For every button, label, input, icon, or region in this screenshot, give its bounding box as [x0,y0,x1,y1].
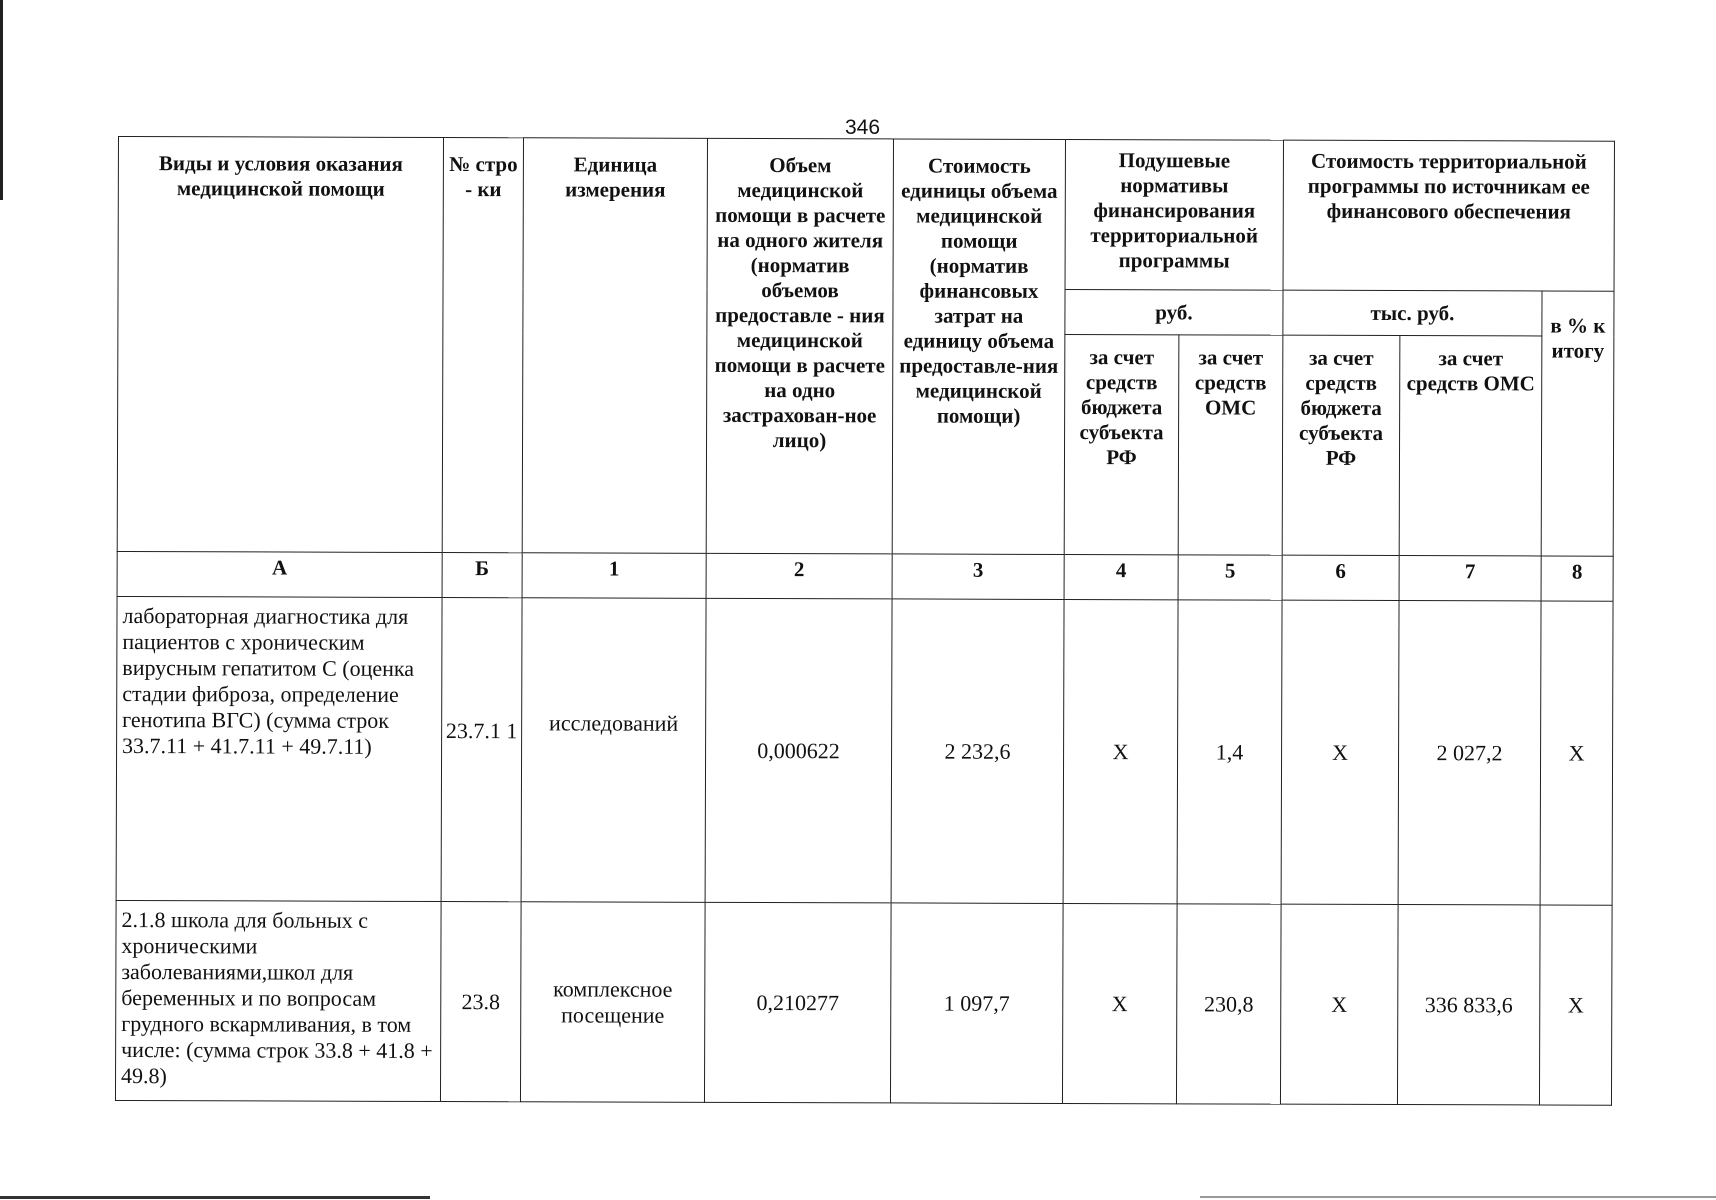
row-number: 23.7.1 1 [441,598,522,902]
index-cell: 2 [706,553,892,599]
row-percent: Х [1539,905,1612,1105]
scan-edge-bottom [0,1196,430,1199]
table-row [116,596,1613,905]
header-volume: Объем медицинской помощи в расчете на одного жителя (норматив объемов предоставле - ния медицинской помощи в расчете на одно застрахован-ное лицо) [706,138,893,554]
header-thous-rub: тыс. руб. [1283,290,1542,336]
index-cell: 3 [892,554,1064,600]
row-oms-rub: 1,4 [1177,600,1282,904]
index-row [117,551,1613,601]
scan-edge-bottom-right [1200,1196,1716,1198]
row-volume: 0,000622 [705,598,892,903]
row-cost-unit: 2 232,6 [891,599,1064,904]
scan-edge [0,0,3,200]
financing-table [115,136,1615,1106]
row-budget-rub: Х [1063,599,1178,903]
header-oms-thous: за счет средств ОМС [1399,336,1542,556]
header-unit: Единица измерения [522,138,707,554]
header-budget-thous: за счет средств бюджета субъекта РФ [1282,335,1400,555]
header-program-cost: Стоимость территориальной программы по источникам ее финансового обеспечения [1283,140,1615,291]
row-cost-unit: 1 097,7 [890,903,1063,1104]
header-cost-unit: Стоимость единицы объема медицинской помощи (норматив финансовых затрат на единицу объема предоставле-ния медицинской помощи) [892,139,1065,555]
row-oms-thous: 2 027,2 [1398,601,1541,905]
header-budget-rub: за счет средств бюджета субъекта РФ [1064,334,1179,554]
row-percent: Х [1540,601,1613,905]
index-cell: 1 [522,553,706,599]
index-cell: А [117,551,442,597]
header-kind: Виды и условия оказания медицинской помощи [117,137,443,553]
header-row-no: № стро - ки [442,138,523,553]
page-number: 346 [845,116,881,139]
header-rub: руб. [1065,289,1283,335]
header-per-capita: Подушевые нормативы финансирования территориальной программы [1065,139,1283,290]
index-cell: 4 [1064,554,1178,599]
row-budget-thous: Х [1281,600,1399,904]
index-cell: 5 [1178,555,1282,600]
row-oms-rub: 230,8 [1176,904,1281,1104]
row-number: 23.8 [440,902,521,1102]
row-volume: 0,210277 [704,902,891,1103]
table-row [115,900,1612,1105]
header-oms-rub: за счет средств ОМС [1178,335,1283,555]
row-oms-thous: 336 833,6 [1397,905,1540,1105]
index-cell: Б [442,553,522,598]
row-name: лабораторная диагностика для пациентов с хроническим вирусным гепатитом С (оценка стадии фиброза, определение генотипа ВГС) (сумма строк 33.7.11 + 41.7.11 + 49.7.11) [116,596,442,901]
row-unit: комплексное посещение [520,902,705,1103]
row-budget-thous: Х [1280,904,1398,1104]
index-cell: 7 [1399,556,1541,601]
index-cell: 8 [1541,556,1613,601]
row-unit: исследований [521,598,706,903]
row-name: 2.1.8 школа для больных с хроническими заболеваниями,школ для беременных и по вопросам грудного вскармливания, в том числе: (сумма строк 33.8 + 41.8 + 49.8) [115,900,441,1101]
header-percent: в % к итогу [1541,291,1614,556]
row-budget-rub: Х [1062,903,1177,1103]
index-cell: 6 [1282,555,1399,600]
